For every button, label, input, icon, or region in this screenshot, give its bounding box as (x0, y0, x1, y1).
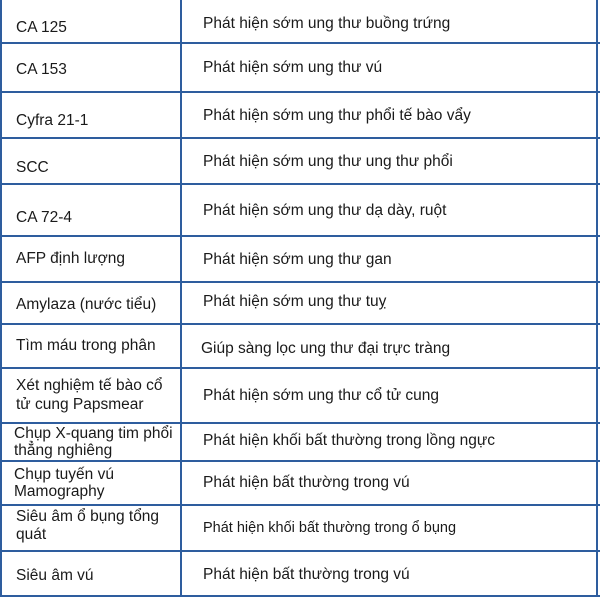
table-border-left (0, 0, 2, 597)
row-divider (0, 183, 600, 185)
row-divider (0, 550, 600, 552)
row-divider (0, 367, 600, 369)
purpose-cell: Phát hiện khối bất thường trong lồng ngực (203, 432, 496, 449)
purpose-cell: Phát hiện sớm ung thư phổi tế bào vẩy (203, 107, 471, 124)
test-name-cell: CA 153 (16, 61, 67, 78)
row-divider (0, 281, 600, 283)
purpose-cell: Phát hiện sớm ung thư tuỵ (203, 293, 387, 310)
test-name-cell: CA 72-4 (16, 209, 73, 226)
test-name-cell: AFP định lượng (16, 250, 126, 267)
purpose-cell: Phát hiện sớm ung thư ung thư phổi (203, 153, 453, 170)
row-divider (0, 42, 600, 44)
purpose-cell: Phát hiện sớm ung thư buồng trứng (203, 15, 451, 32)
test-name-cell: Amylaza (nước tiểu) (16, 296, 157, 313)
purpose-cell: Phát hiện sớm ung thư dạ dày, ruột (203, 202, 447, 219)
row-divider (0, 91, 600, 93)
test-name-cell: Tìm máu trong phân (16, 337, 156, 354)
test-name-cell: Siêu âm ổ bụng tổng quát (16, 508, 160, 543)
test-name-cell: Chụp tuyến vú Mamography (14, 466, 114, 500)
table-border-right (596, 0, 598, 597)
purpose-cell: Phát hiện bất thường trong vú (203, 474, 410, 491)
row-divider (0, 504, 600, 506)
row-divider (0, 323, 600, 325)
row-divider (0, 422, 600, 424)
test-name-cell: SCC (16, 159, 49, 176)
test-name-cell: Cyfra 21-1 (16, 112, 89, 129)
row-divider (0, 235, 600, 237)
test-name-cell: Chụp X-quang tim phổi thẳng nghiêng (14, 425, 173, 459)
column-divider (180, 0, 182, 597)
row-divider (0, 137, 600, 139)
test-name-cell: CA 125 (16, 19, 67, 36)
purpose-cell: Phát hiện sớm ung thư gan (203, 251, 392, 268)
test-name-cell: Xét nghiệm tế bào cổ tử cung Papsmear (16, 377, 163, 413)
row-divider (0, 460, 600, 462)
purpose-cell: Phát hiện khối bất thường trong ổ bụng (203, 520, 457, 536)
purpose-cell: Phát hiện sớm ung thư vú (203, 59, 383, 76)
purpose-cell: Giúp sàng lọc ung thư đại trực tràng (201, 340, 451, 357)
test-name-cell: Siêu âm vú (16, 567, 94, 584)
purpose-cell: Phát hiện bất thường trong vú (203, 566, 410, 583)
purpose-cell: Phát hiện sớm ung thư cổ tử cung (203, 387, 439, 404)
